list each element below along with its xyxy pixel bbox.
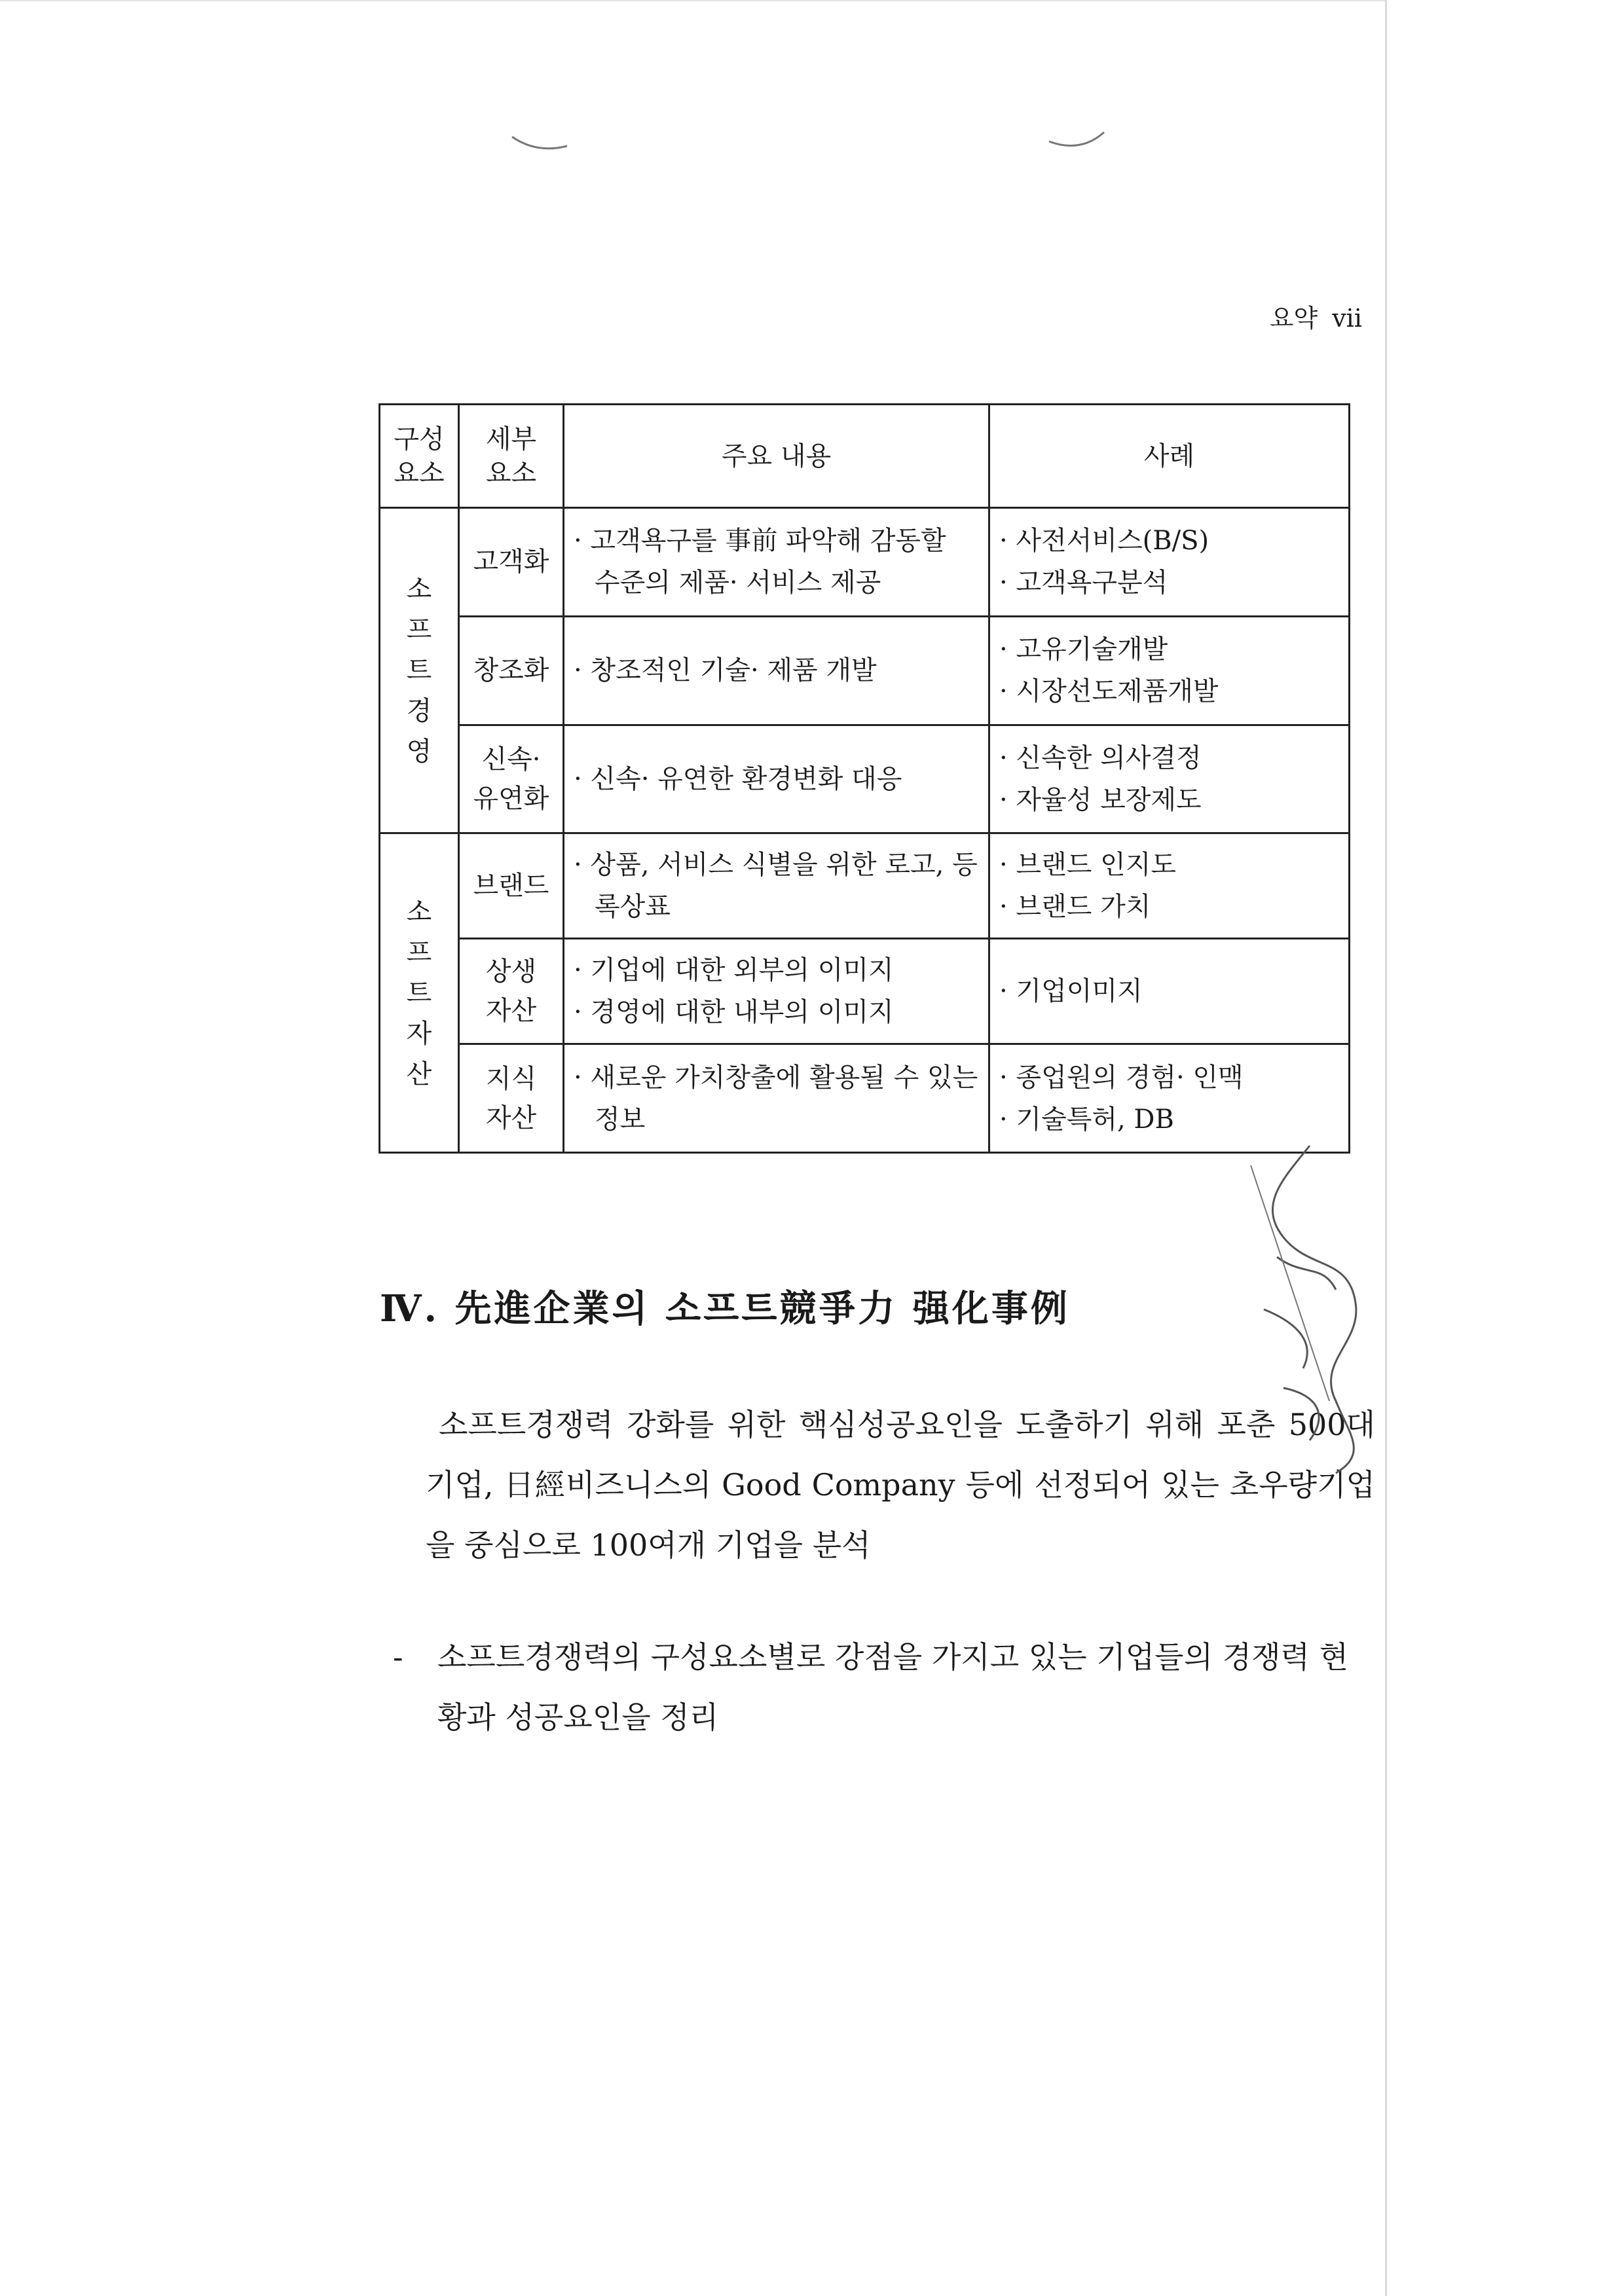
table-row bbox=[380, 1044, 1350, 1153]
sub-component-cell: 창조화 bbox=[459, 616, 564, 725]
table-row bbox=[380, 725, 1350, 833]
main-content-cell: · 상품, 서비스 식별을 위한 로고, 등록상표 bbox=[564, 833, 989, 939]
examples-cell: · 신속한 의사결정 · 자율성 보장제도 bbox=[989, 725, 1350, 833]
dash-marker: - bbox=[393, 1639, 403, 1675]
examples-cell: · 종업원의 경험· 인맥 · 기술특허, DB bbox=[989, 1044, 1350, 1153]
scan-mark-right bbox=[1048, 131, 1107, 151]
header-sub-component: 세부 요소 bbox=[459, 405, 564, 508]
examples-cell: · 브랜드 인지도 · 브랜드 가치 bbox=[989, 833, 1350, 939]
section-title: Ⅳ. 先進企業의 소프트競爭力 强化事例 bbox=[380, 1287, 1070, 1330]
group-label-soft-management: 소 프 트 경 영 bbox=[380, 508, 459, 833]
soft-competitiveness-table bbox=[378, 403, 1350, 1154]
header-examples: 사례 bbox=[989, 405, 1350, 508]
header-main-content: 주요 내용 bbox=[564, 405, 989, 508]
group-label-soft-assets: 소 프 트 자 산 bbox=[380, 833, 459, 1153]
dash-item-text: 소프트경쟁력의 구성요소별로 강점을 가지고 있는 기업들의 경쟁력 현황과 성공요인을 정리 bbox=[437, 1639, 1348, 1735]
examples-cell: · 사전서비스(B/S) · 고객욕구분석 bbox=[989, 508, 1350, 617]
main-content-cell: · 고객욕구를 事前 파악해 감동할 수준의 제품· 서비스 제공 bbox=[564, 508, 989, 617]
dash-list-item bbox=[393, 1627, 1375, 1747]
table-header-row bbox=[380, 405, 1350, 508]
knowledge-asset-example-highlighted: · 종업원의 경험· 인맥 bbox=[999, 1062, 1244, 1093]
main-content-cell: · 창조적인 기술· 제품 개발 bbox=[564, 616, 989, 725]
sub-component-cell: 지식 자산 bbox=[459, 1044, 564, 1153]
examples-cell: · 기업이미지 bbox=[989, 939, 1350, 1044]
sub-component-cell: 브랜드 bbox=[459, 833, 564, 939]
table-row bbox=[380, 939, 1350, 1044]
table-row bbox=[380, 508, 1350, 617]
handwritten-signature bbox=[1238, 1126, 1382, 1493]
sub-component-cell: 상생 자산 bbox=[459, 939, 564, 1044]
sub-component-cell: 고객화 bbox=[459, 508, 564, 617]
header-section-label: 요약 bbox=[1269, 304, 1318, 333]
main-content-cell: · 신속· 유연한 환경변화 대응 bbox=[564, 725, 989, 833]
main-content-cell: · 새로운 가치창출에 활용될 수 있는 정보 bbox=[564, 1044, 989, 1153]
table-row bbox=[380, 833, 1350, 939]
examples-cell: · 고유기술개발 · 시장선도제품개발 bbox=[989, 616, 1350, 725]
scan-page-edge bbox=[1385, 0, 1387, 2296]
body-paragraph: 소프트경쟁력 강화를 위한 핵심성공요인을 도출하기 위해 포춘 500대 기업, 日經비즈니스의 Good Company 등에 선정되어 있는 초우량기업을 중심으로 100여개 기업을 분석 bbox=[426, 1407, 1375, 1563]
header-component: 구성 요소 bbox=[380, 405, 459, 508]
scan-top-edge bbox=[0, 0, 1385, 1]
sub-component-cell: 신속· 유연화 bbox=[459, 725, 564, 833]
main-content-cell: · 기업에 대한 외부의 이미지 · 경영에 대한 내부의 이미지 bbox=[564, 939, 989, 1044]
table-row bbox=[380, 616, 1350, 725]
page-header bbox=[1244, 298, 1362, 334]
header-page-number: vii bbox=[1332, 304, 1362, 333]
scan-mark-left bbox=[511, 134, 570, 154]
